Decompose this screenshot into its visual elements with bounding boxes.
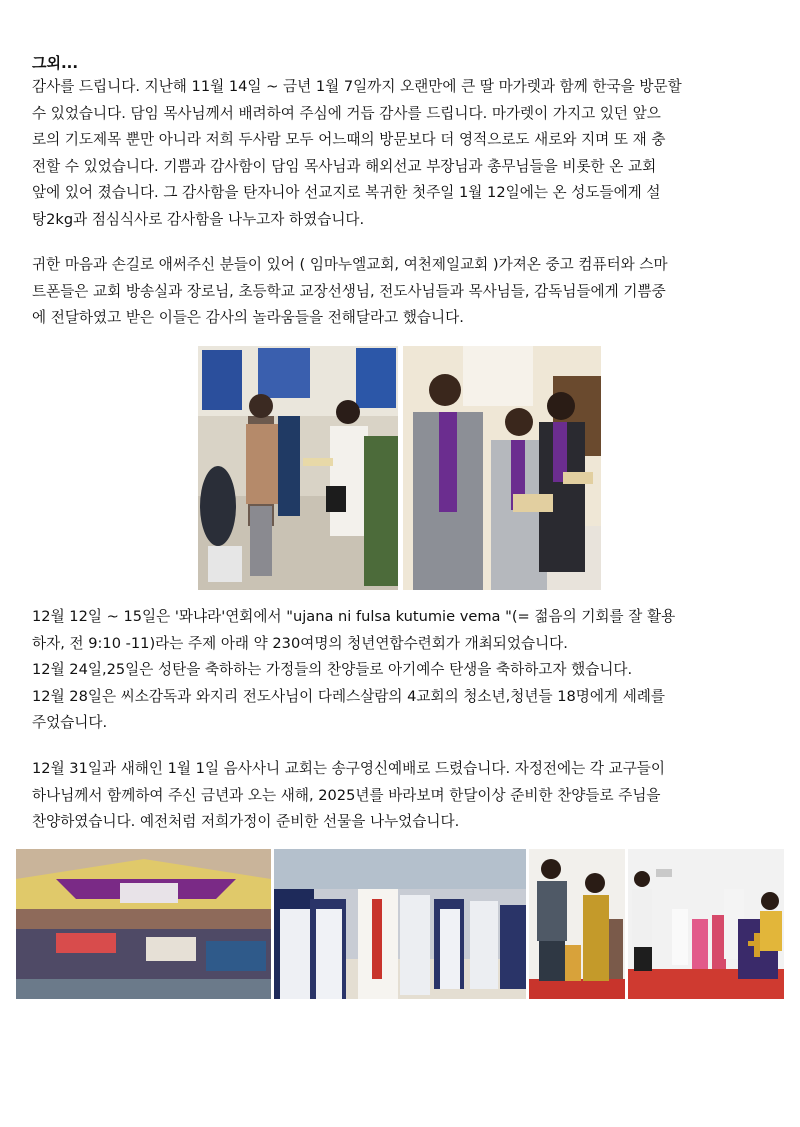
photo-baptism-choir <box>274 849 526 999</box>
text-line: 12월 12일 ~ 15일은 '뫄냐라'연회에서 "ujana ni fulsa kutumie vema "(= 젊음의 기회를 잘 활용 <box>32 608 676 625</box>
photo-baptism-choir-illustration <box>274 849 526 999</box>
text-line: 앞에 있어 졌습니다. 그 감사함을 탄자니아 선교지로 복귀한 첫주일 1월 12일에는 온 성도들에게 설 <box>32 184 661 201</box>
photo-youth-conference-illustration <box>16 849 271 999</box>
text-line: 주었습니다. <box>32 714 108 731</box>
text-line: 하자, 전 9:10 -11)라는 주제 아래 약 230여명의 청년연합수련회가 개최되었습니다. <box>32 634 568 652</box>
photo-gift-handover-illustration <box>198 346 398 590</box>
text-line: 12월 24일,25일은 성탄을 축하하는 가정들의 찬양들로 아기예수 탄생을 축하하고자 했습니다. <box>32 661 633 678</box>
text-line: 감사를 드립니다. 지난해 11월 14일 ~ 금년 1월 7일까지 오랜만에 큰 딸 마가렛과 함께 한국을 방문할 <box>32 78 682 95</box>
text-line: 하나님께서 함께하여 주신 금년과 오는 새해, 2025년를 바라보며 한달이상 준비한 찬양들로 주님을 <box>32 786 661 804</box>
text-line: 귀한 마음과 손길로 애써주신 분들이 있어 ( 임마누엘교회, 여천제일교회 )가져온 중고 컴퓨터와 스마 <box>32 256 668 273</box>
text-line: 로의 기도제목 뿐만 아니라 저희 두사람 모두 어느때의 방문보다 더 영적으로도 새로와 지며 또 재 충 <box>32 131 666 148</box>
photo-youth-conference <box>16 849 271 999</box>
photo-family-singing <box>529 849 625 999</box>
text-line: 탕2kg과 점심식사로 감사함을 나누고자 하였습니다. <box>32 210 365 228</box>
photo-christmas-stage-illustration <box>628 849 784 999</box>
paragraph-thanks <box>32 74 772 233</box>
photo-family-singing-illustration <box>529 849 625 999</box>
text-line: 전할 수 있었습니다. 기쁨과 감사함이 담임 목사님과 해외선교 부장님과 총무님들을 비롯한 온 교회 <box>32 157 657 175</box>
paragraph-events <box>32 604 772 737</box>
text-line: 수 있었습니다. 담임 목사님께서 배려하여 주심에 거듭 감사를 드립니다. 마가렛이 가지고 있던 앞으 <box>32 104 661 122</box>
paragraph-donations <box>32 252 772 332</box>
photo-clergy-illustration <box>403 346 601 590</box>
text-line: 트폰들은 교회 방송실과 장로님, 초등학교 교장선생님, 전도사님들과 목사님들, 감독님들에게 기쁨중 <box>32 282 666 300</box>
paragraph-new-year <box>32 756 772 836</box>
photo-gift-handover <box>198 346 398 590</box>
text-line: 12월 28일은 씨소감독과 와지리 전도사님이 다레스살람의 4교회의 청소년,청년들 18명에게 세례를 <box>32 687 665 705</box>
photo-christmas-stage <box>628 849 784 999</box>
text-line: 12월 31일과 새해인 1월 1일 음사사니 교회는 송구영신예배로 드렸습니다. 자정전에는 각 교구들이 <box>32 760 665 777</box>
section-heading: 그외... <box>32 54 79 72</box>
text-line: 에 전달하였고 받은 이들은 감사의 놀라움들을 전해달라고 했습니다. <box>32 309 464 326</box>
text-line: 찬양하였습니다. 예전처럼 저희가정이 준비한 선물을 나누었습니다. <box>32 813 460 830</box>
photo-clergy-envelopes <box>403 346 601 590</box>
